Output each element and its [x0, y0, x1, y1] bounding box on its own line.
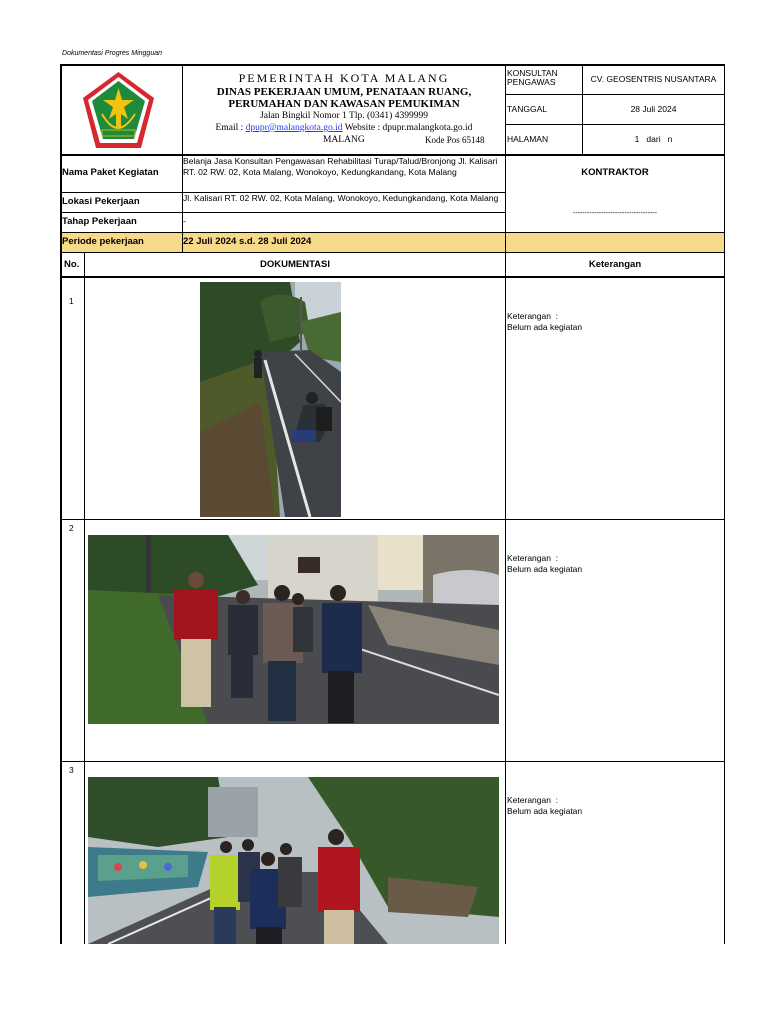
header-contact: [183, 123, 505, 133]
photo-3: [88, 777, 499, 944]
halaman-label: HALAMAN: [507, 134, 549, 144]
header-line-1: PEMERINTAH KOTA MALANG: [238, 71, 450, 85]
info-row-4: [60, 252, 725, 253]
info-row-2: [60, 212, 506, 213]
periode-label: Periode pekerjaan: [62, 236, 144, 247]
border-right: [724, 64, 725, 944]
meta-row-2: [505, 124, 725, 125]
border-top: [60, 64, 725, 66]
periode-band: [61, 233, 724, 252]
row-2-bottom: [60, 761, 725, 762]
email-link[interactable]: dpupr@malangkota.go.id: [245, 123, 343, 133]
periode-value: 22 Juli 2024 s.d. 28 Juli 2024: [183, 236, 312, 247]
photo-1: [200, 282, 341, 517]
header-postcode: Kode Pos 65148: [425, 135, 485, 145]
halaman-value: 1 dari n: [634, 134, 673, 144]
row-1-keterangan-label: Keterangan :: [507, 311, 559, 321]
paket-value: Belanja Jasa Konsultan Pengawasan Rehabilitasi Turap/Talud/Bronjong Jl. Kalisari RT. 02 RW. 02, Kota Malang, Wonokoyo, Kedungkandang, Kota Malang: [183, 156, 498, 177]
lokasi-value: Jl. Kalisari RT. 02 RW. 02, Kota Malang, Wonokoyo, Kedungkandang, Kota Malang: [183, 193, 499, 203]
row-2-number: 2: [69, 523, 74, 533]
header-city: MALANG: [323, 135, 365, 145]
col-dokumentasi-header: DOKUMENTASI: [259, 259, 331, 270]
col-no-header: No.: [64, 259, 80, 270]
row-1-keterangan-value: Belum ada kegiatan: [507, 322, 583, 332]
tahap-value: -: [183, 216, 186, 226]
row-2-keterangan-value: Belum ada kegiatan: [507, 564, 583, 574]
tahap-label: Tahap Pekerjaan: [62, 216, 137, 227]
photo-2: [88, 535, 499, 724]
email-label: Email :: [215, 123, 246, 133]
row-1-number: 1: [69, 296, 74, 306]
header-divider-right: [505, 64, 506, 155]
col-keterangan-header: Keterangan: [588, 259, 642, 270]
konsultan-label: KONSULTAN PENGAWAS: [507, 68, 558, 87]
lokasi-label: Lokasi Pekerjaan: [62, 196, 140, 207]
row-1-bottom: [60, 519, 725, 520]
header-line-2: DINAS PEKERJAAN UMUM, PENATAAN RUANG,: [216, 86, 472, 98]
document-caption: Dokumentasi Progres Mingguan: [62, 50, 162, 57]
tanggal-label: TANGGAL: [507, 104, 547, 114]
info-row-3: [60, 232, 725, 233]
website-text: Website : dpupr.malangkota.go.id: [342, 123, 473, 133]
header-address: Jalan Bingkil Nomor 1 Tlp. (0341) 4399999: [260, 111, 428, 121]
konsultan-value: CV. GEOSENTRIS NUSANTARA: [590, 74, 717, 84]
col-ket-divider: [505, 276, 506, 944]
kontraktor-value: ------------------------------------: [573, 210, 657, 217]
meta-row-1: [505, 94, 725, 95]
city-logo: [80, 70, 157, 150]
row-3-keterangan-label: Keterangan :: [507, 795, 559, 805]
row-2-keterangan-label: Keterangan :: [507, 553, 559, 563]
table-header-bottom: [60, 276, 725, 278]
row-3-keterangan-value: Belum ada kegiatan: [507, 806, 583, 816]
kontraktor-label: KONTRAKTOR: [581, 167, 649, 178]
row-3-number: 3: [69, 765, 74, 775]
header-line-3: PERUMAHAN DAN KAWASAN PEMUKIMAN: [228, 98, 460, 110]
tanggal-value: 28 Juli 2024: [630, 104, 677, 114]
col-no-divider: [84, 252, 85, 944]
paket-label: Nama Paket Kegiatan: [62, 167, 159, 178]
